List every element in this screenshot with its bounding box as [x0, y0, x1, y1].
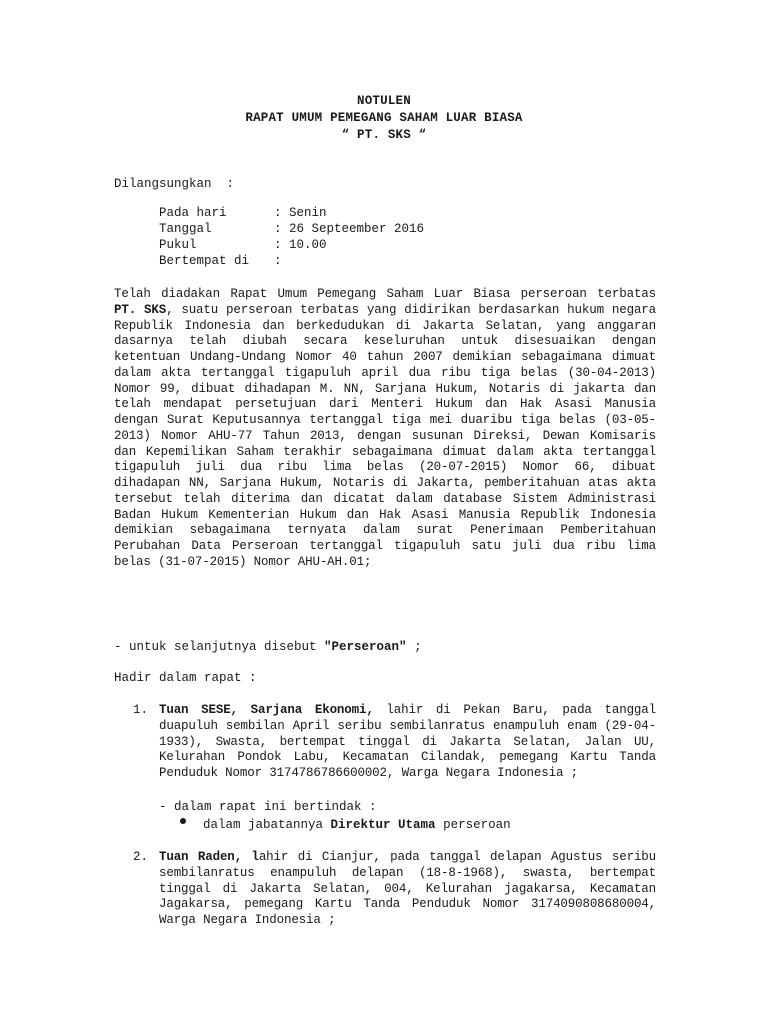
document-subtitle: RAPAT UMUM PEMEGANG SAHAM LUAR BIASA: [245, 111, 523, 125]
attendee-text: lahir di Pekan Baru, pada tanggal duapuluh sembilan April seribu sembilanratus enampuluh enam (29-04-1933), Swasta, bertempat tinggal di Jakarta Selatan, Jalan UU, Kelurahan Pondok Labu, Kecamatan Cilandak, pemegang Kartu Tanda Penduduk Nomor 3174786786600002, Warga Negara Indonesia ;: [159, 703, 656, 780]
attendee-number: 2.: [133, 850, 149, 864]
attendee-text: ahir di Cianjur, pada tanggal delapan Agustus seribu sembilanratus enampuluh delapan (18-8-1968), swasta, bertempat tinggal di Jakarta Selatan, 004, Kelurahan jagakarsa, Kecamatan Jagakarsa, pemegang Kartu Tanda Penduduk Nomor 3174090808680004, Warga Negara Indonesia ;: [159, 850, 656, 927]
attendee-name: Tuan Raden, l: [159, 850, 259, 864]
detail-value-day: : Senin: [274, 206, 327, 220]
paragraph-text-2: , suatu perseroan terbatas yang didirikan berdasarkan hukum negara Republik Indonesia dan berkedudukan di Jakarta Selatan, yang anggaran dasarnya telah diubah secara keseluruhan untuk disesuaikan dengan ketentuan Undang-Undang Nomor 40 tahun 2007 demikian sebagaimana dimuat dalam akta tertanggal tigapuluh april dua ribu tiga belas (30-04-2013) Nomor 99, dibuat dihadapan M. NN, Sarjana Hukum, Notaris di jakarta dan telah mendapat persetujuan dari Menteri Hukum dan Hak Asasi Manusia dengan Surat Keputusannya tertanggal tiga mei duaribu tiga belas (03-05-2013) Nomor AHU-77 Tahun 2013, dengan susunan Direksi, Dewan Komisaris dan Kepemilikan Saham terakhir sebagaimana dimuat dalam akta tertanggal tigapuluh juli dua ribu lima belas (20-07-2015) Nomor 66, dibuat dihadapan NN, Sarjana Hukum, Notaris di Jakarta, pemberitahuan atas akta tersebut telah diterima dan dicatat dalam database Sistem Administrasi Badan Hukum Kementerian Hukum dan Hak Asasi Manusia Republik Indonesia demikian sebagaimana ternyata dalam surat Penerimaan Pemberitahuan Perubahan Data Perseroan tertanggal tigapuluh satu juli dua ribu lima belas (31-07-2015) Nomor AHU-AH.01;: [114, 302, 656, 569]
attendance-heading: Hadir dalam rapat :: [114, 671, 257, 685]
sebut-term: "Perseroan": [324, 640, 407, 654]
paragraph-text-1: Telah diadakan Rapat Umum Pemegang Saham Luar Biasa perseroan terbatas: [114, 287, 656, 301]
detail-label-date: Tanggal: [159, 222, 212, 236]
detail-label-place: Bertempat di: [159, 254, 250, 268]
detail-value-place: :: [274, 254, 282, 268]
attendee-item: [159, 850, 656, 929]
role-title: Direktur Utama: [330, 818, 436, 832]
attendee-number: 1.: [133, 703, 149, 717]
attendee-role-intro: - dalam rapat ini bertindak :: [159, 800, 377, 814]
company-name: “ PT. SKS “: [341, 128, 427, 142]
detail-label-day: Pada hari: [159, 206, 227, 220]
perseroan-definition: [114, 640, 422, 655]
paragraph-company: PT. SKS: [114, 302, 167, 317]
attendee-item: [159, 703, 656, 782]
sebut-suffix: ;: [406, 640, 422, 654]
main-paragraph: [114, 287, 656, 571]
document-title: NOTULEN: [357, 94, 411, 108]
bullet-icon: [180, 818, 186, 824]
role-suffix: perseroan: [435, 818, 511, 832]
detail-value-date: : 26 Septeember 2016: [274, 222, 425, 236]
detail-value-time: : 10.00: [274, 238, 327, 252]
sebut-prefix: - untuk selanjutnya disebut: [114, 640, 325, 654]
intro-label: Dilangsungkan :: [114, 177, 235, 191]
role-prefix: dalam jabatannya: [203, 818, 331, 832]
detail-label-time: Pukul: [159, 238, 197, 252]
attendee-role: [203, 818, 511, 833]
attendee-name: Tuan SESE, Sarjana Ekonomi,: [159, 703, 374, 717]
